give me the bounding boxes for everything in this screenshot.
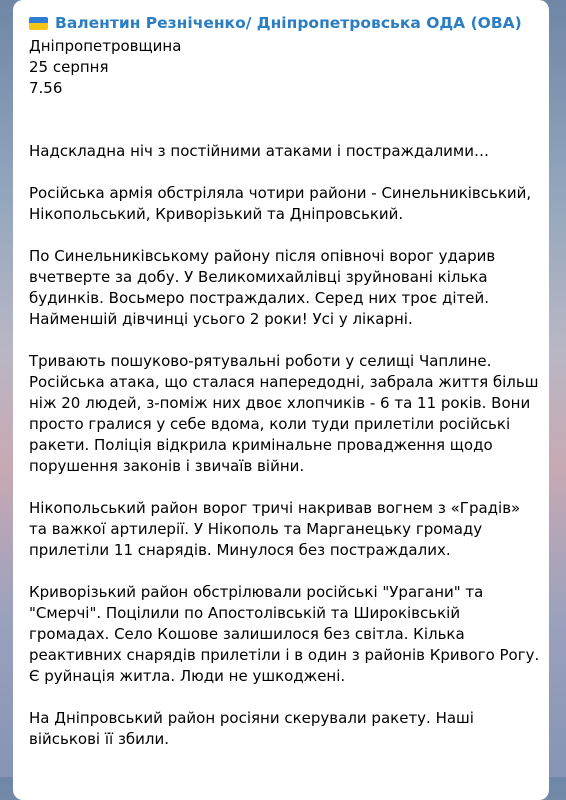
paragraph-line: "Смерчі". Поцілили по Апостолівській та Широківській xyxy=(29,604,461,622)
paragraph-line: Найменшій дівчинці усього 2 роки! Усі у лікарні. xyxy=(29,310,413,328)
paragraph-line: Російська армія обстріляла чотири райони - Синельниківський, xyxy=(29,184,532,202)
message-bubble xyxy=(13,0,549,800)
paragraph-line: Нікопольський район ворог тричі накривав вогнем з «Градів» xyxy=(29,499,521,517)
paragraph-line: прилетіли 11 снарядів. Минулося без постраждалих. xyxy=(29,541,451,559)
paragraph-line: та важкої артилерії. У Нікополь та Марганецьку громаду xyxy=(29,520,483,538)
paragraph-line: Тривають пошуково-рятувальні роботи у селищі Чаплине. xyxy=(29,352,492,370)
paragraph-line: Російська атака, що сталася напередодні, забрала життя більш xyxy=(29,373,539,391)
paragraph-line: Криворізький район обстрілювали російські "Урагани" та xyxy=(29,583,484,601)
message-date: 25 серпня xyxy=(29,58,109,76)
paragraph-line: Нікопольський, Криворізький та Дніпровський. xyxy=(29,205,404,223)
paragraph-line: ракети. Поліція відкрила кримінальне провадження щодо xyxy=(29,436,493,454)
paragraph-line: просто гралися у себе вдома, коли туди прилетіли російські xyxy=(29,415,511,433)
ukraine-flag-icon xyxy=(29,17,48,30)
paragraph-line: реактивних снарядів прилетіли і в один з районів Кривого Рогу. xyxy=(29,646,540,664)
paragraph-line: На Дніпровський район росіяни скерували ракету. Наші xyxy=(29,709,474,727)
paragraph-line: По Синельниківському району після опівночі ворог ударив xyxy=(29,247,496,265)
paragraph-line: вчетверте за добу. У Великомихайлівці зруйновані кілька xyxy=(29,268,488,286)
paragraph-line: громадах. Село Кошове залишилося без світла. Кілька xyxy=(29,625,465,643)
message-region: Дніпропетровщина xyxy=(29,37,182,55)
paragraph-line: будинків. Восьмеро постраждалих. Серед них троє дітей. xyxy=(29,289,489,307)
message-time: 7.56 xyxy=(29,79,63,97)
paragraph-line: Є руйнація житла. Люди не ушкоджені. xyxy=(29,667,346,685)
paragraph-line: порушення законів і звичаїв війни. xyxy=(29,457,305,475)
message-author[interactable] xyxy=(29,11,537,35)
paragraph-line: ніж 20 людей, з-поміж них двоє хлопчиків - 6 та 11 років. Вони xyxy=(29,394,531,412)
author-name[interactable]: Валентин Резніченко/ Дніпропетровська ОДА (ОВА) xyxy=(55,13,522,32)
paragraph-line: військові її збили. xyxy=(29,730,170,748)
paragraph-line: Надскладна ніч з постійними атаками і постраждалими… xyxy=(29,142,489,160)
